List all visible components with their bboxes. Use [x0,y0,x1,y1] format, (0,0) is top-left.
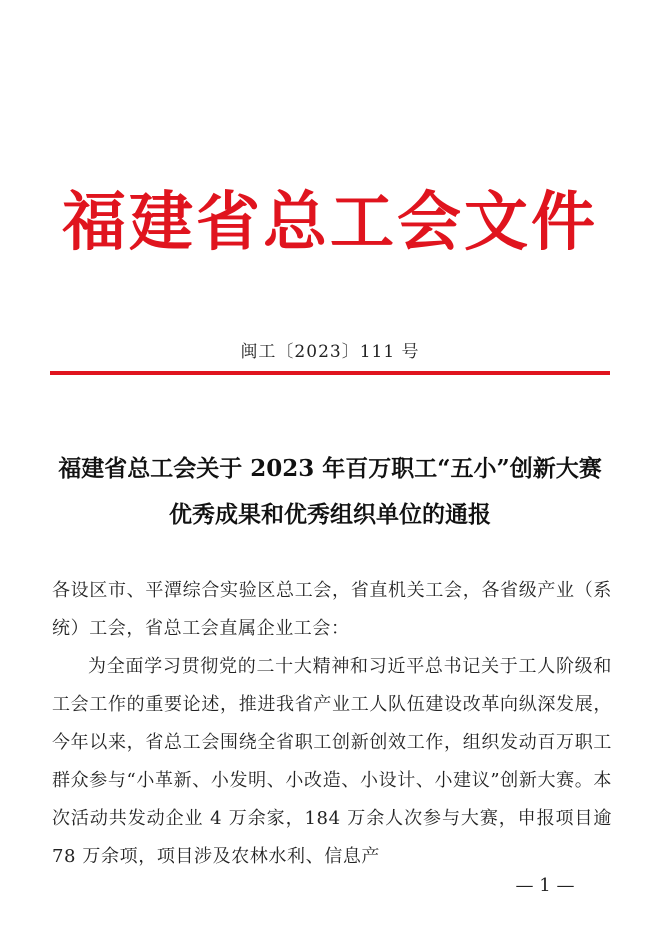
body-text [52,572,612,876]
notice-title-line-1: 福建省总工会关于 2023 年百万职工“五小”创新大赛 [58,455,602,482]
body-paragraph-1: 为全面学习贯彻党的二十大精神和习近平总书记关于工人阶级和工会工作的重要论述，推进我省产业工人队伍建设改革向纵深发展，今年以来，省总工会围绕全省职工创新创效工作，组织发动百万职工群众参与“小革新、小发明、小改造、小设计、小建议”创新大赛。本次活动共发动企业 4 万余家，184 万余人次参与大赛，申报项目逾 78 万余项，项目涉及农林水利、信息产 [52,656,612,867]
red-divider-rule [50,371,610,375]
page-number: — 1 — [515,875,575,896]
document-number: 闽工〔2023〕111 号 [240,342,420,362]
notice-title-line-2: 优秀成果和优秀组织单位的通报 [169,501,491,528]
addressee-paragraph: 各设区市、平潭综合实验区总工会，省直机关工会，各省级产业（系统）工会，省总工会直属企业工会： [52,580,612,639]
notice-title [20,446,640,538]
masthead-title: 福建省总工会文件 [62,185,598,260]
